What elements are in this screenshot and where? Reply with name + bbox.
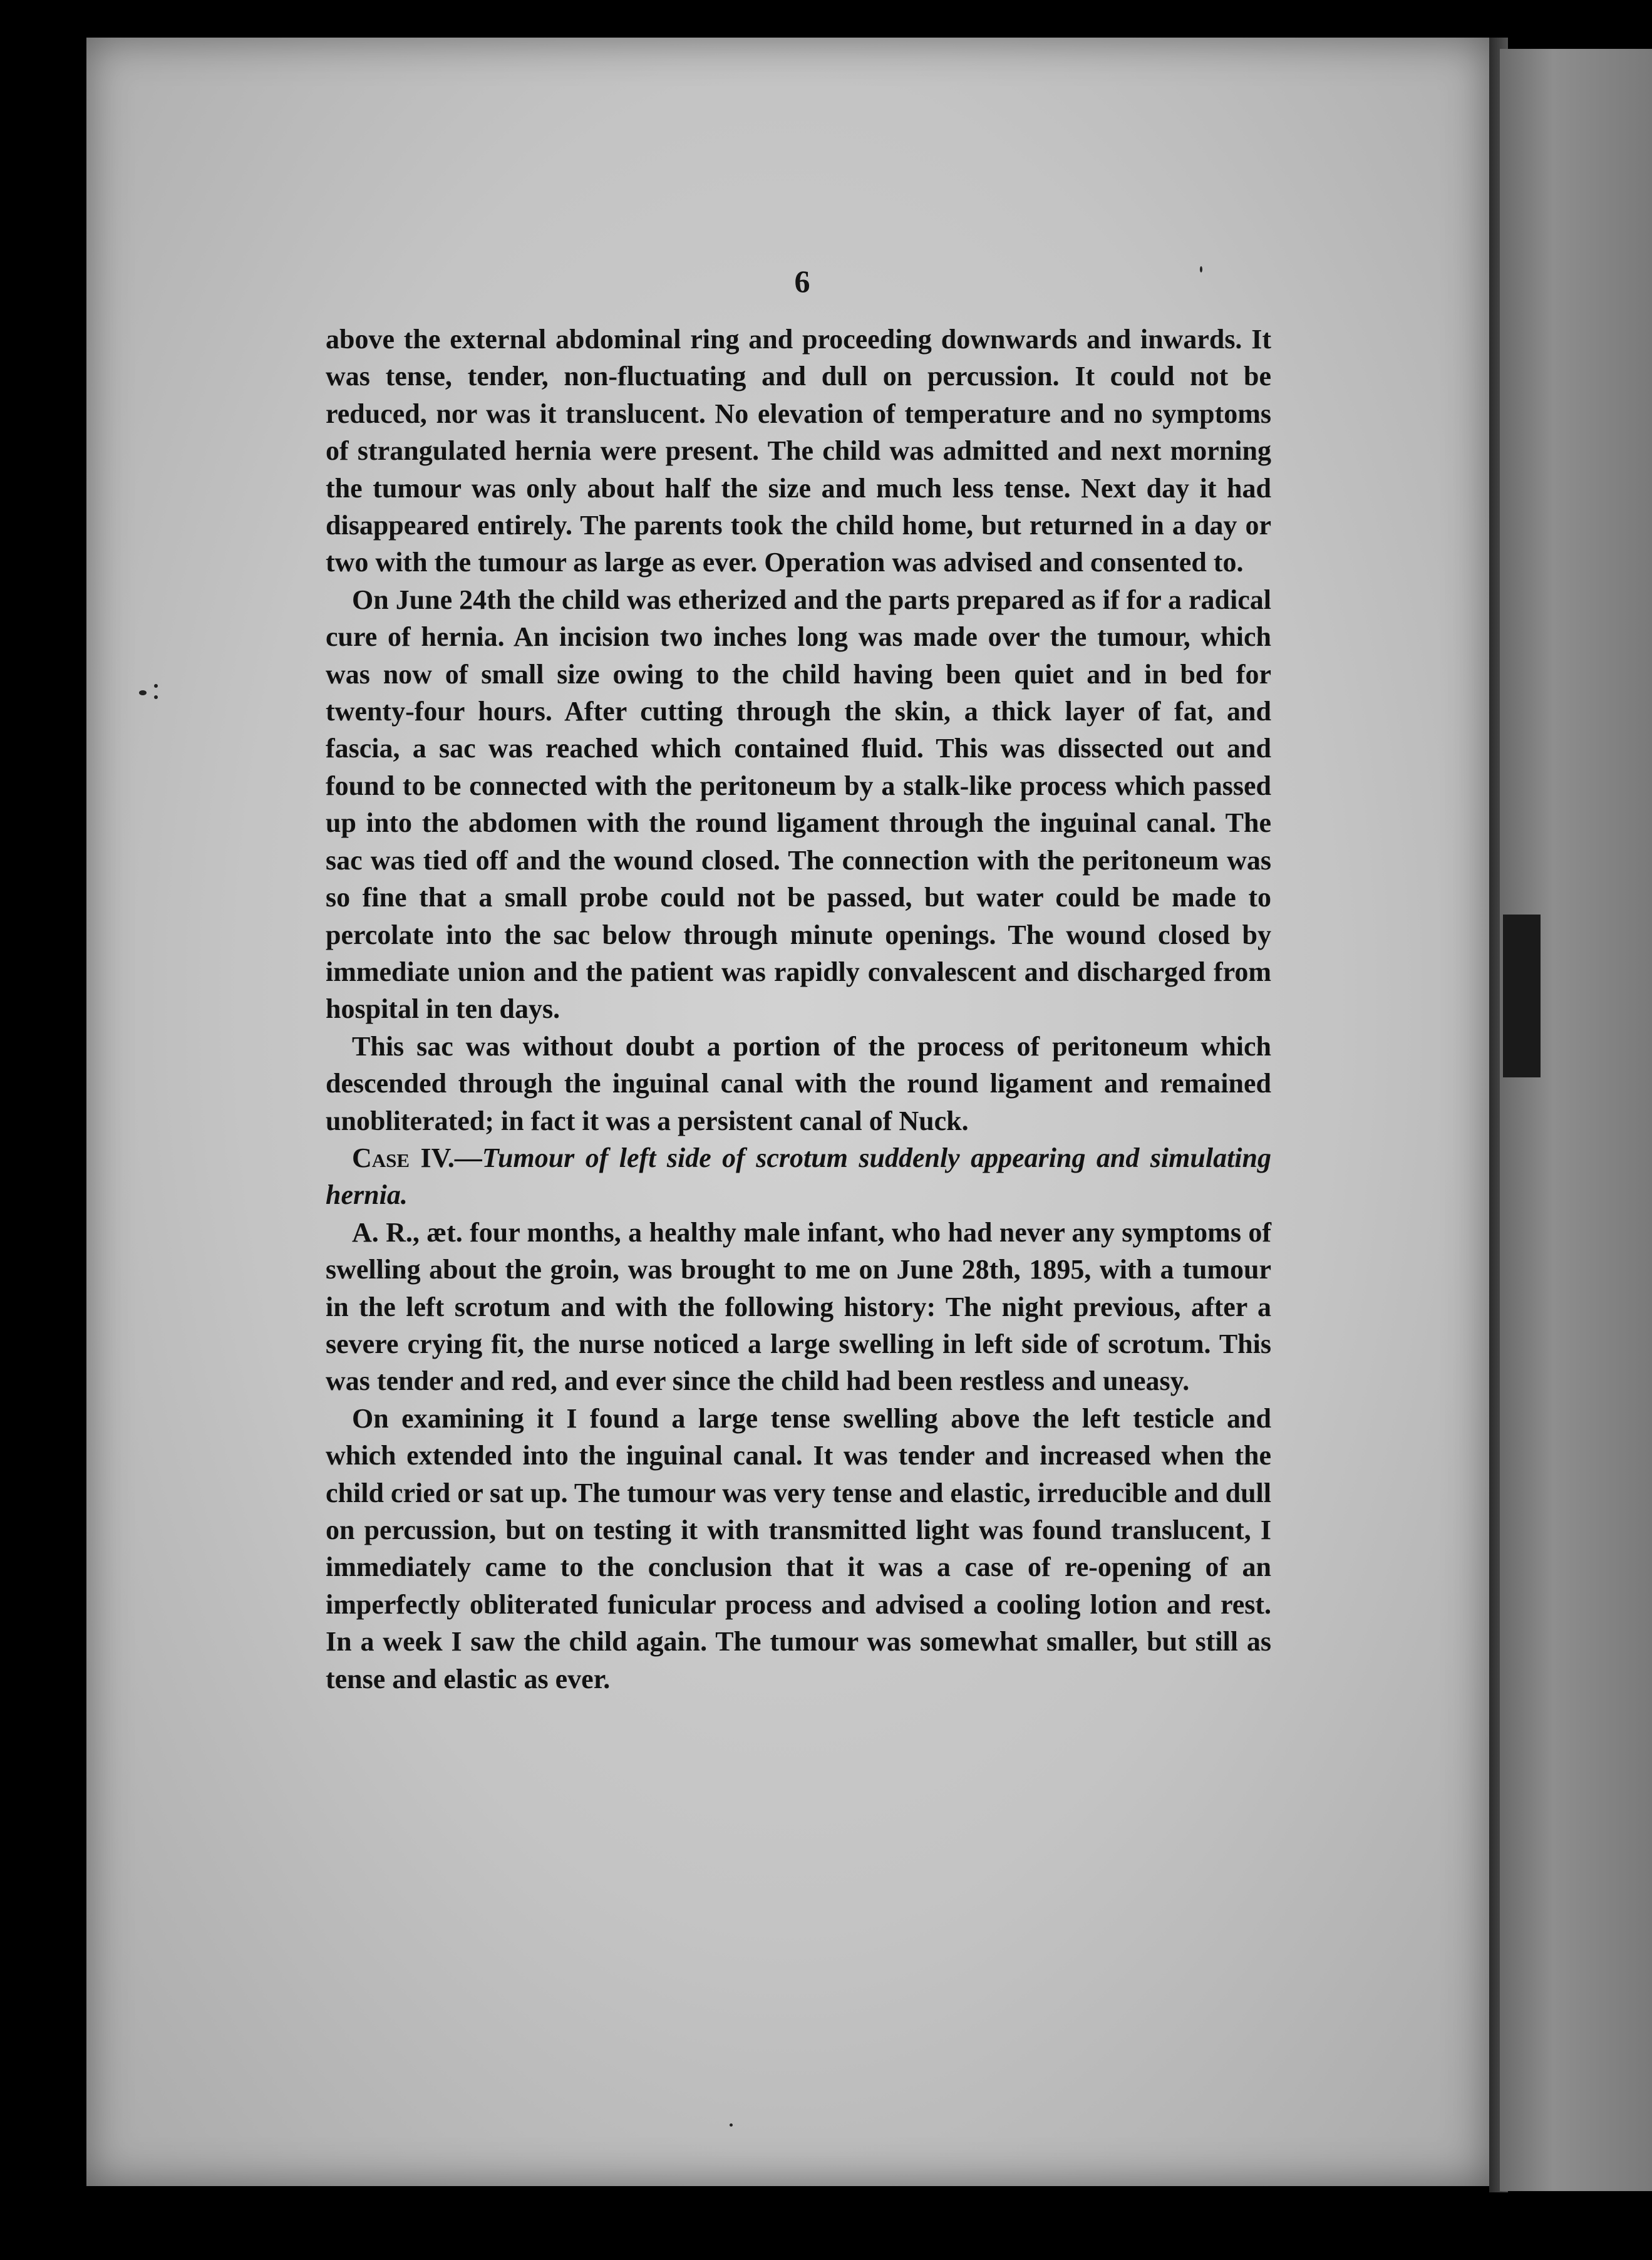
case-heading [326, 1139, 1271, 1214]
scan-speck [154, 695, 158, 699]
paragraph-history: A. R., æt. four months, a healthy male infant, who had never any symptoms of swelling about the groin, was brought to me on June 28th, 1895, with a tumour in the left scrotum and with the following history: The night previous, after a severe crying fit, the nurse noticed a large swelling in left side of scrotum. This was tender and red, and ever since the child had been restless and uneasy. [326, 1216, 1271, 1397]
paragraph-conclusion: This sac was without doubt a portion of the process of peritoneum which descended through the inguinal canal with the round ligament and remained unobliterated; in fact it was a persistent canal of Nuck. [326, 1030, 1271, 1136]
scan-speck [139, 690, 147, 695]
gutter-dark-patch [1503, 915, 1541, 1077]
paragraph-continuation: above the external abdominal ring and proceeding downwards and inwards. It was tense, tender, non-fluctuating and dull on percussion. It could not be reduced, nor was it translucent. No elevation of temperature and no symptoms of strangulated hernia were present. The child was admitted and next morning the tumour was only about half the size and much less tense. Next day it had disappeared entirely. The parents took the child home, but returned in a day or two with the tumour as large as ever. Operation was advised and consented to. [326, 324, 1271, 578]
page-number: 6 [794, 264, 810, 299]
adjacent-page-edge [1500, 49, 1652, 2191]
scan-speck [730, 2123, 733, 2127]
paragraph-operation: On June 24th the child was etherized and the parts prepared as if for a radical cure of hernia. An incision two inches long was made over the tumour, which was now of small size owing to the child having been quiet and in bed for twenty-four hours. After cutting through the skin, a thick layer of fat, and fascia, a sac was reached which contained fluid. This was dissected out and found to be connected with the peritoneum by a stalk-like process which passed up into the abdomen with the round ligament through the inguinal canal. The sac was tied off and the wound closed. The connection with the peritoneum was so fine that a small probe could not be passed, but water could be made to percolate into the sac below through minute openings. The wound closed by immediate union and the patient was rapidly convalescent and discharged from hospital in ten days. [326, 584, 1271, 1025]
case-dash: — [454, 1142, 482, 1173]
case-description: Tumour of left side of scrotum suddenly appearing and simulating hernia. [326, 1142, 1271, 1211]
case-label: Case IV. [352, 1142, 455, 1173]
paragraph-examination: On examining it I found a large tense swelling above the left testicle and which extended into the inguinal canal. It was tender and increased when the child cried or sat up. The tumour was very tense and elastic, irreducible and dull on percussion, but on testing it with transmitted light was found translucent, I immediately came to the conclusion that it was a case of re-opening of an imperfectly obliterated funicular process and advised a cooling lotion and rest. In a week I saw the child again. The tumour was somewhat smaller, but still as tense and elastic as ever. [326, 1402, 1271, 1694]
scan-speck [154, 684, 158, 688]
body-text [326, 321, 1271, 1698]
